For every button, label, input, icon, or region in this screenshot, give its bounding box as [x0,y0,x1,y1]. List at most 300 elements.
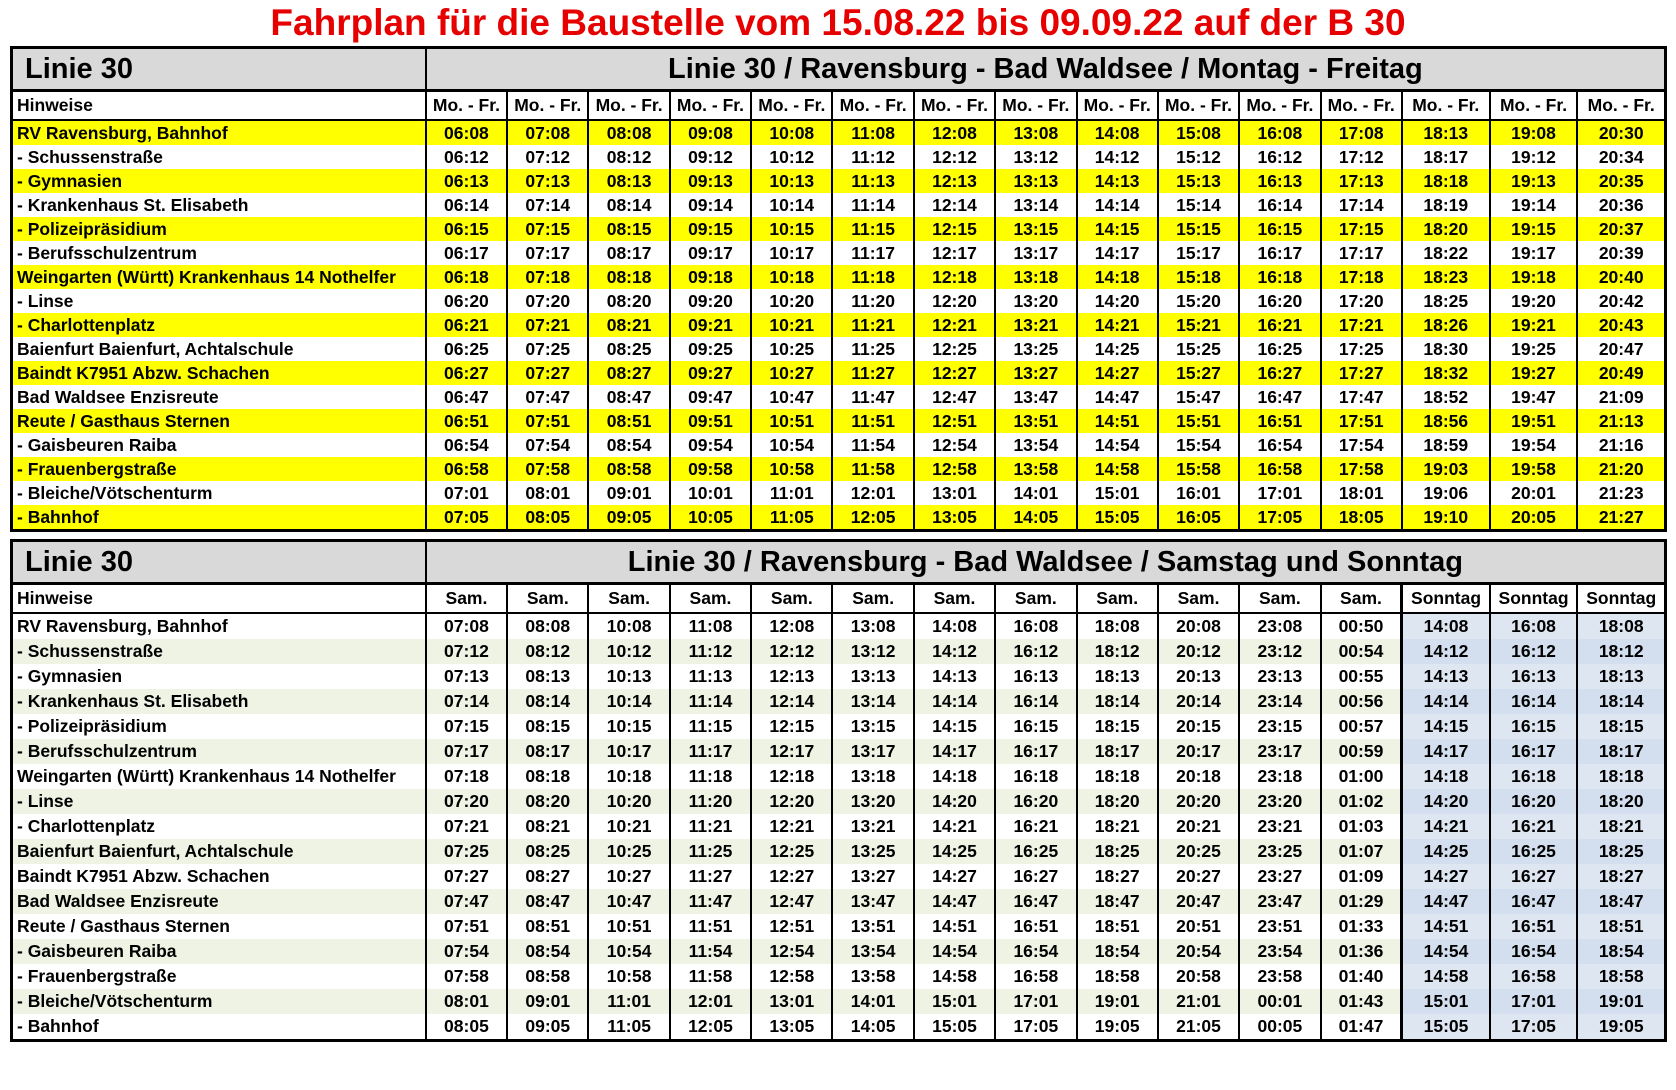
departure-time: 17:25 [1321,337,1402,361]
departure-time: 19:12 [1490,145,1578,169]
departure-time: 16:15 [1239,217,1320,241]
timetable-row [12,289,1666,313]
departure-time: 07:54 [426,939,507,964]
departure-time: 00:55 [1321,664,1402,689]
departure-time: 01:29 [1321,889,1402,914]
departure-time: 11:47 [832,385,913,409]
departure-time: 20:05 [1490,505,1578,531]
departure-time: 18:51 [1577,914,1665,939]
departure-time: 14:47 [1402,889,1490,914]
departure-time: 20:39 [1577,241,1665,265]
departure-time: 16:47 [1490,889,1578,914]
departure-time: 13:27 [832,864,913,889]
departure-time: 15:14 [1158,193,1239,217]
departure-time: 13:58 [832,964,913,989]
departure-time: 18:14 [1577,689,1665,714]
departure-time: 09:01 [507,989,588,1014]
departure-time: 21:13 [1577,409,1665,433]
departure-time: 18:13 [1402,120,1490,145]
departure-time: 14:51 [914,914,995,939]
departure-time: 07:08 [426,613,507,639]
day-column-header: Mo. - Fr. [588,91,669,121]
departure-time: 20:54 [1158,939,1239,964]
departure-time: 15:05 [1402,1014,1490,1041]
departure-time: 08:51 [588,409,669,433]
departure-time: 12:18 [914,265,995,289]
departure-time: 18:12 [1077,639,1158,664]
departure-time: 08:18 [507,764,588,789]
weekday-rows [12,120,1666,531]
departure-time: 18:32 [1402,361,1490,385]
stop-name: - Berufsschulzentrum [12,739,426,764]
departure-time: 15:13 [1158,169,1239,193]
departure-time: 10:05 [670,505,751,531]
departure-time: 19:14 [1490,193,1578,217]
departure-time: 23:12 [1239,639,1320,664]
departure-time: 09:27 [670,361,751,385]
departure-time: 19:21 [1490,313,1578,337]
departure-time: 08:18 [588,265,669,289]
departure-time: 23:51 [1239,914,1320,939]
departure-time: 18:12 [1577,639,1665,664]
day-column-header: Sam. [426,584,507,614]
departure-time: 20:30 [1577,120,1665,145]
departure-time: 19:51 [1490,409,1578,433]
departure-time: 18:30 [1402,337,1490,361]
stop-name: Baienfurt Baienfurt, Achtalschule [12,839,426,864]
timetable-row [12,889,1666,914]
departure-time: 16:25 [1239,337,1320,361]
departure-time: 16:58 [1239,457,1320,481]
departure-time: 12:14 [914,193,995,217]
departure-time: 23:13 [1239,664,1320,689]
departure-time: 19:01 [1577,989,1665,1014]
departure-time: 11:17 [670,739,751,764]
departure-time: 15:18 [1158,265,1239,289]
departure-time: 21:27 [1577,505,1665,531]
departure-time: 15:20 [1158,289,1239,313]
weekend-rows [12,613,1666,1041]
timetable-row [12,789,1666,814]
departure-time: 14:12 [914,639,995,664]
departure-time: 13:13 [832,664,913,689]
departure-time: 12:13 [751,664,832,689]
departure-time: 17:05 [1239,505,1320,531]
departure-time: 18:58 [1577,964,1665,989]
timetable-row [12,120,1666,145]
departure-time: 11:15 [832,217,913,241]
departure-time: 15:05 [914,1014,995,1041]
departure-time: 16:47 [1239,385,1320,409]
departure-time: 18:54 [1077,939,1158,964]
departure-time: 16:54 [1490,939,1578,964]
departure-time: 12:54 [914,433,995,457]
departure-time: 12:15 [914,217,995,241]
day-column-header: Mo. - Fr. [1077,91,1158,121]
departure-time: 16:27 [1490,864,1578,889]
departure-time: 12:27 [751,864,832,889]
departure-time: 20:01 [1490,481,1578,505]
departure-time: 07:51 [507,409,588,433]
departure-time: 18:21 [1077,814,1158,839]
departure-time: 16:08 [1490,613,1578,639]
departure-time: 16:58 [995,964,1076,989]
departure-time: 20:42 [1577,289,1665,313]
weekend-line-label: Linie 30 [12,541,426,584]
departure-time: 14:15 [1077,217,1158,241]
departure-time: 12:17 [914,241,995,265]
departure-time: 00:59 [1321,739,1402,764]
departure-time: 20:12 [1158,639,1239,664]
departure-time: 08:05 [507,505,588,531]
departure-time: 07:05 [426,505,507,531]
weekday-route-title: Linie 30 / Ravensburg - Bad Waldsee / Montag - Freitag [426,48,1666,91]
departure-time: 16:25 [995,839,1076,864]
departure-time: 15:25 [1158,337,1239,361]
departure-time: 16:13 [995,664,1076,689]
stop-name: - Gaisbeuren Raiba [17,435,177,455]
departure-time: 08:17 [588,241,669,265]
departure-time: 09:47 [670,385,751,409]
departure-time: 20:40 [1577,265,1665,289]
departure-time: 14:13 [1402,664,1490,689]
departure-time: 09:05 [507,1014,588,1041]
stop-name: - Krankenhaus St. Elisabeth [17,195,249,215]
departure-time: 07:58 [426,964,507,989]
timetable-row [12,217,1666,241]
departure-time: 09:25 [670,337,751,361]
stop-name: - Linse [17,291,74,311]
departure-time: 11:21 [832,313,913,337]
departure-time: 16:12 [1239,145,1320,169]
departure-time: 09:01 [588,481,669,505]
departure-time: 14:12 [1077,145,1158,169]
departure-time: 13:14 [832,689,913,714]
departure-time: 14:47 [914,889,995,914]
departure-time: 06:18 [426,265,507,289]
timetable-row [12,1014,1666,1041]
day-column-header: Mo. - Fr. [507,91,588,121]
day-column-header: Mo. - Fr. [426,91,507,121]
stop-name: - Berufsschulzentrum [17,243,197,263]
page-title: Fahrplan für die Baustelle vom 15.08.22 bis 09.09.22 auf der B 30 [270,2,1406,43]
departure-time: 07:58 [507,457,588,481]
timetable-row [12,505,1666,531]
departure-time: 16:54 [995,939,1076,964]
timetable-row [12,457,1666,481]
departure-time: 19:54 [1490,433,1578,457]
departure-time: 07:21 [426,814,507,839]
departure-time: 16:14 [1239,193,1320,217]
departure-time: 19:05 [1577,1014,1665,1041]
departure-time: 18:18 [1577,764,1665,789]
departure-time: 12:08 [914,120,995,145]
departure-time: 15:08 [1158,120,1239,145]
day-column-header: Mo. - Fr. [1321,91,1402,121]
departure-time: 12:21 [914,313,995,337]
stop-name: - Gaisbeuren Raiba [12,939,426,964]
departure-time: 08:47 [588,385,669,409]
departure-time: 12:17 [751,739,832,764]
departure-time: 14:58 [1402,964,1490,989]
departure-time: 14:27 [1402,864,1490,889]
departure-time: 11:25 [670,839,751,864]
departure-time: 06:20 [426,289,507,313]
departure-time: 11:58 [670,964,751,989]
departure-time: 19:05 [1077,1014,1158,1041]
day-column-header: Mo. - Fr. [1158,91,1239,121]
timetable-row [12,145,1666,169]
departure-time: 16:58 [1490,964,1578,989]
day-column-header: Mo. - Fr. [751,91,832,121]
timetable-row [12,864,1666,889]
departure-time: 11:51 [832,409,913,433]
departure-time: 20:43 [1577,313,1665,337]
departure-time: 13:25 [832,839,913,864]
departure-time: 11:12 [670,639,751,664]
departure-time: 20:08 [1158,613,1239,639]
departure-time: 23:15 [1239,714,1320,739]
departure-time: 17:18 [1321,265,1402,289]
departure-time: 18:25 [1577,839,1665,864]
departure-time: 11:13 [832,169,913,193]
stop-name: RV Ravensburg, Bahnhof [12,613,426,639]
departure-time: 10:18 [751,265,832,289]
departure-time: 13:54 [995,433,1076,457]
departure-time: 16:12 [1490,639,1578,664]
departure-time: 14:01 [995,481,1076,505]
departure-time: 11:05 [588,1014,669,1041]
departure-time: 08:58 [507,964,588,989]
departure-time: 06:58 [426,457,507,481]
departure-time: 19:06 [1402,481,1490,505]
timetable-row [12,241,1666,265]
departure-time: 14:25 [914,839,995,864]
timetable-row [12,337,1666,361]
departure-time: 08:01 [426,989,507,1014]
departure-time: 06:47 [426,385,507,409]
departure-time: 08:12 [588,145,669,169]
departure-time: 18:51 [1077,914,1158,939]
departure-time: 13:05 [751,1014,832,1041]
departure-time: 13:21 [832,814,913,839]
departure-time: 19:15 [1490,217,1578,241]
departure-time: 16:13 [1490,664,1578,689]
departure-time: 14:27 [914,864,995,889]
departure-time: 11:58 [832,457,913,481]
day-column-header: Sam. [914,584,995,614]
departure-time: 16:51 [995,914,1076,939]
departure-time: 10:12 [588,639,669,664]
departure-time: 01:33 [1321,914,1402,939]
stop-name: Weingarten (Württ) Krankenhaus 14 Nothelfer [12,764,426,789]
departure-time: 16:27 [995,864,1076,889]
departure-time: 18:15 [1077,714,1158,739]
departure-time: 07:47 [507,385,588,409]
departure-time: 08:21 [588,313,669,337]
stop-name: Baindt K7951 Abzw. Schachen [12,864,426,889]
departure-time: 23:14 [1239,689,1320,714]
departure-time: 17:01 [1239,481,1320,505]
departure-time: 08:27 [507,864,588,889]
departure-time: 11:05 [751,505,832,531]
timetable-row [12,385,1666,409]
weekday-timetable [10,46,1667,532]
departure-time: 20:51 [1158,914,1239,939]
departure-time: 11:17 [832,241,913,265]
departure-time: 18:47 [1577,889,1665,914]
weekend-timetable [10,539,1667,1042]
departure-time: 15:05 [1077,505,1158,531]
departure-time: 12:18 [751,764,832,789]
departure-time: 19:27 [1490,361,1578,385]
departure-time: 19:03 [1402,457,1490,481]
departure-time: 11:01 [588,989,669,1014]
departure-time: 08:12 [507,639,588,664]
departure-time: 16:20 [1490,789,1578,814]
departure-time: 12:13 [914,169,995,193]
departure-time: 01:03 [1321,814,1402,839]
departure-time: 18:08 [1577,613,1665,639]
departure-time: 14:01 [832,989,913,1014]
departure-time: 18:26 [1402,313,1490,337]
departure-time: 18:19 [1402,193,1490,217]
departure-time: 08:01 [507,481,588,505]
departure-time: 10:14 [751,193,832,217]
timetable-row [12,739,1666,764]
departure-time: 08:05 [426,1014,507,1041]
departure-time: 18:58 [1077,964,1158,989]
departure-time: 08:58 [588,457,669,481]
timetable-row [12,989,1666,1014]
departure-time: 11:51 [670,914,751,939]
departure-time: 14:17 [1077,241,1158,265]
departure-time: 13:12 [995,145,1076,169]
departure-time: 16:12 [995,639,1076,664]
departure-time: 13:27 [995,361,1076,385]
departure-time: 16:25 [1490,839,1578,864]
departure-time: 12:21 [751,814,832,839]
departure-time: 14:54 [1402,939,1490,964]
departure-time: 15:17 [1158,241,1239,265]
departure-time: 14:17 [914,739,995,764]
departure-time: 09:18 [670,265,751,289]
departure-time: 14:12 [1402,639,1490,664]
departure-time: 12:47 [914,385,995,409]
departure-time: 17:05 [995,1014,1076,1041]
departure-time: 19:10 [1402,505,1490,531]
departure-time: 11:21 [670,814,751,839]
stop-name: - Polizeipräsidium [12,217,426,241]
departure-time: 11:14 [670,689,751,714]
departure-time: 10:20 [751,289,832,313]
departure-time: 10:25 [588,839,669,864]
departure-time: 07:21 [507,313,588,337]
departure-time: 09:13 [670,169,751,193]
departure-time: 08:20 [507,789,588,814]
departure-time: 01:43 [1321,989,1402,1014]
departure-time: 10:51 [588,914,669,939]
departure-time: 14:27 [1077,361,1158,385]
departure-time: 12:01 [670,989,751,1014]
departure-time: 10:08 [751,120,832,145]
departure-time: 23:20 [1239,789,1320,814]
departure-time: 14:13 [1077,169,1158,193]
departure-time: 13:17 [995,241,1076,265]
departure-time: 19:20 [1490,289,1578,313]
stop-name: - Polizeipräsidium [12,714,426,739]
departure-time: 19:13 [1490,169,1578,193]
departure-time: 06:17 [426,241,507,265]
departure-time: 18:17 [1577,739,1665,764]
departure-time: 20:36 [1577,193,1665,217]
departure-time: 08:20 [588,289,669,313]
departure-time: 13:21 [995,313,1076,337]
departure-time: 16:17 [1239,241,1320,265]
departure-time: 08:15 [588,217,669,241]
departure-time: 18:20 [1077,789,1158,814]
departure-time: 12:54 [751,939,832,964]
timetable-row [12,714,1666,739]
departure-time: 16:27 [1239,361,1320,385]
day-column-header: Sam. [507,584,588,614]
departure-time: 08:13 [588,169,669,193]
stop-name: Baindt K7951 Abzw. Schachen [12,361,426,385]
timetable-row [12,193,1666,217]
departure-time: 18:18 [1077,764,1158,789]
departure-time: 11:14 [832,193,913,217]
departure-time: 17:05 [1490,1014,1578,1041]
departure-time: 16:15 [995,714,1076,739]
departure-time: 13:54 [832,939,913,964]
departure-time: 12:05 [670,1014,751,1041]
departure-time: 10:14 [588,689,669,714]
departure-time: 21:16 [1577,433,1665,457]
day-column-header: Sam. [995,584,1076,614]
departure-time: 13:15 [995,217,1076,241]
departure-time: 14:47 [1077,385,1158,409]
departure-time: 13:12 [832,639,913,664]
departure-time: 00:05 [1239,1014,1320,1041]
departure-time: 10:58 [588,964,669,989]
departure-time: 01:40 [1321,964,1402,989]
departure-time: 16:13 [1239,169,1320,193]
departure-time: 10:20 [588,789,669,814]
departure-time: 13:18 [995,265,1076,289]
departure-time: 21:20 [1577,457,1665,481]
departure-time: 20:20 [1158,789,1239,814]
departure-time: 18:13 [1077,664,1158,689]
departure-time: 10:21 [751,313,832,337]
departure-time: 06:14 [426,193,507,217]
stop-name: - Frauenbergstraße [12,964,426,989]
departure-time: 13:25 [995,337,1076,361]
timetable-row [12,169,1666,193]
departure-time: 15:54 [1158,433,1239,457]
departure-time: 07:12 [426,639,507,664]
departure-time: 12:15 [751,714,832,739]
departure-time: 06:54 [426,433,507,457]
departure-time: 18:27 [1077,864,1158,889]
departure-time: 10:27 [751,361,832,385]
departure-time: 10:15 [751,217,832,241]
departure-time: 16:14 [1490,689,1578,714]
departure-time: 07:25 [507,337,588,361]
departure-time: 09:17 [670,241,751,265]
stop-name: - Gymnasien [12,664,426,689]
departure-time: 16:51 [1239,409,1320,433]
departure-time: 16:05 [1158,505,1239,531]
